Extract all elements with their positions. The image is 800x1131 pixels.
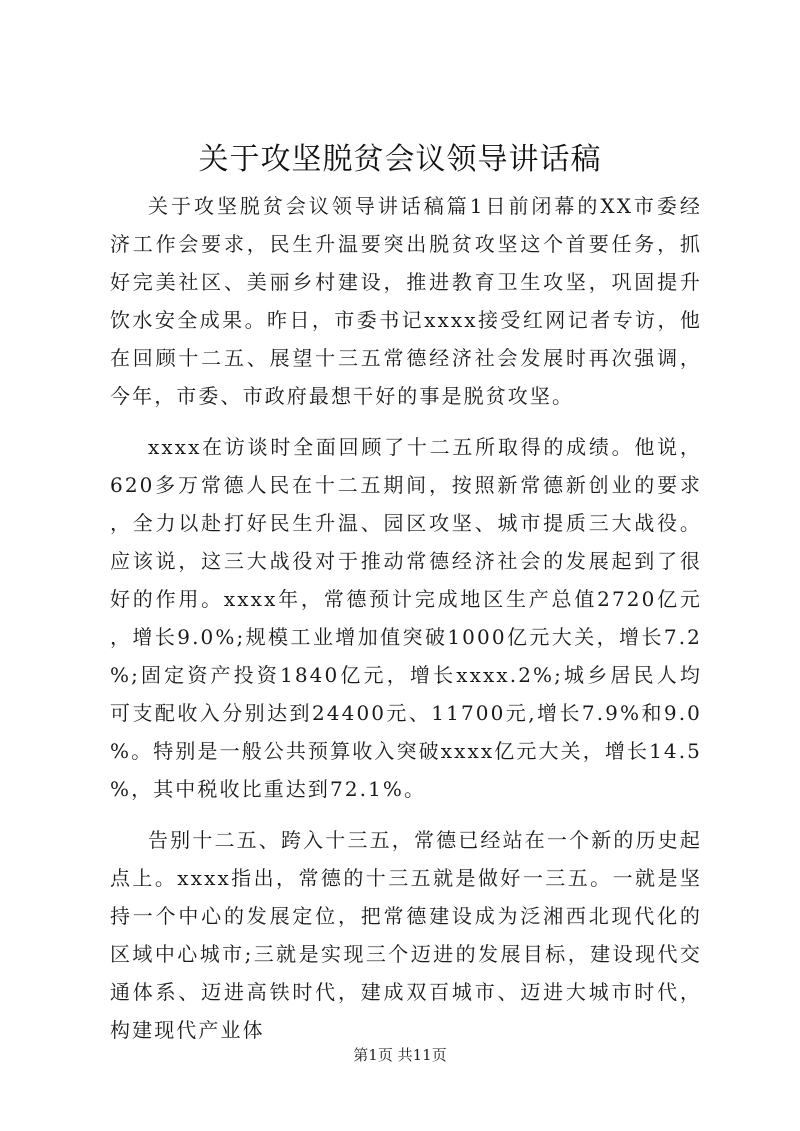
paragraph-2: xxxx在访谈时全面回顾了十二五所取得的成绩。他说，620多万常德人民在十二五期间，按照新常德新创业的要求，全力以赴打好民生升温、园区攻坚、城市提质三大战役。应该说，这三大战役对于推动常德经济社会的发展起到了很好的作用。xxxx年，常德预计完成地区生产总值2720亿元，增长9.0%;规模工业增加值突破1000亿元大关，增长7.2%;固定资产投资1840亿元，增长xxxx.2%;城乡居民人均可支配收入分别达到24400元、11700元,增长7.9%和9.0%。特别是一般公共预算收入突破xxxx亿元大关，增长14.5%，其中税收比重达到72.1%。 [110, 434, 702, 802]
document-body [110, 187, 702, 1049]
paragraph-3: 告别十二五、跨入十三五，常德已经站在一个新的历史起点上。xxxx指出，常德的十三五就是做好一三五。一就是坚持一个中心的发展定位，把常德建设成为泛湘西北现代化的区域中心城市;三就是实现三个迈进的发展目标，建设现代交通体系、迈进高铁时代，建成双百城市、迈进大城市时代，构建现代产业体 [110, 827, 702, 1042]
document-title: 关于攻坚脱贫会议领导讲话稿 [198, 142, 602, 177]
page-footer: 第1页 共11页 [353, 1046, 447, 1064]
paragraph-1: 关于攻坚脱贫会议领导讲话稿篇1日前闭幕的XX市委经济工作会要求，民生升温要突出脱贫攻坚这个首要任务，抓好完美社区、美丽乡村建设，推进教育卫生攻坚，巩固提升饮水安全成果。昨日，市委书记xxxx接受红网记者专访，他在回顾十二五、展望十三五常德经济社会发展时再次强调，今年，市委、市政府最想干好的事是脱贫攻坚。 [110, 194, 702, 409]
